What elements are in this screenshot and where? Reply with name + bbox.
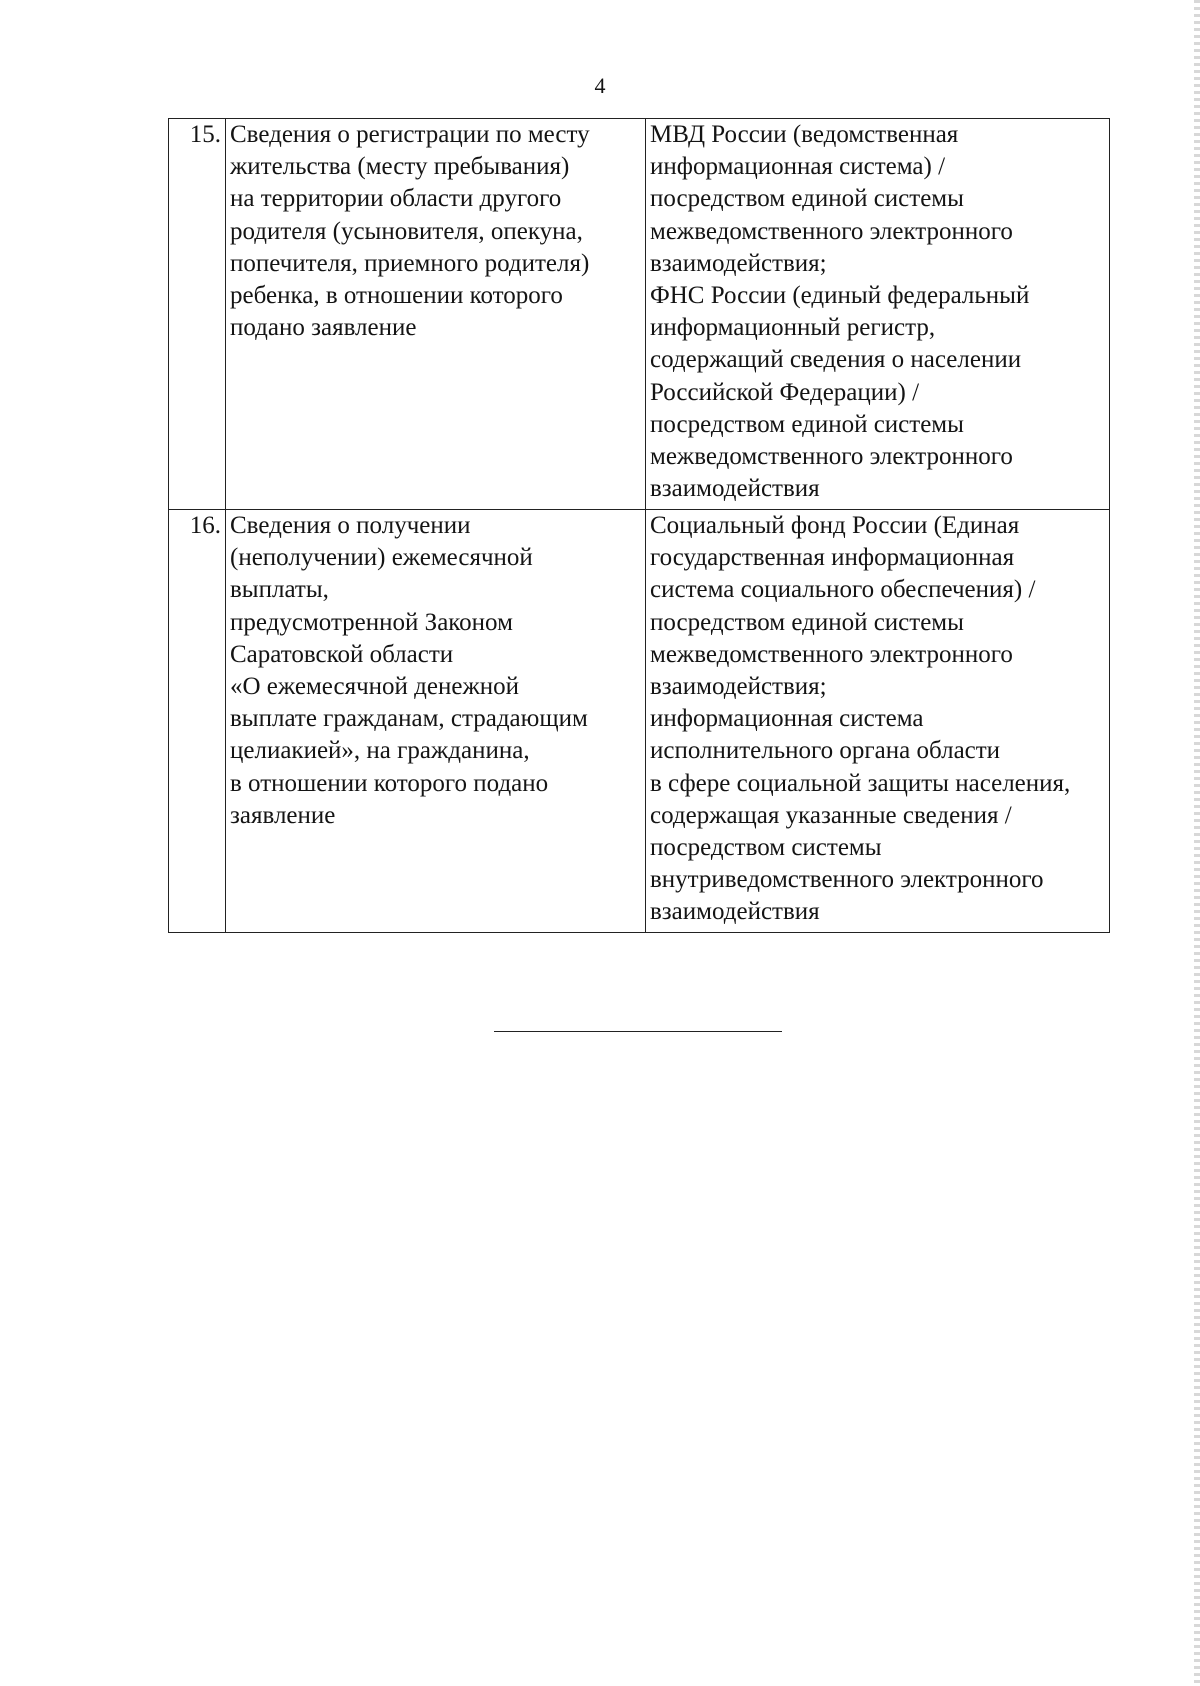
page-number: 4 — [594, 73, 606, 98]
row-number: 16. — [169, 510, 226, 933]
row-info: Сведения о получении (неполучении) ежемесячной выплаты, предусмотренной Законом Саратовской области «О ежемесячной денежной выплате гражданам, страдающим целиакией», на гражданина, в отношении которого подано заявление — [226, 510, 646, 933]
table-row — [169, 119, 1110, 510]
row-info: Сведения о регистрации по месту жительства (месту пребывания) на территории области другого родителя (усыновителя, опекуна, попечителя, приемного родителя) ребенка, в отношении которого подано заявление — [226, 119, 646, 510]
scan-edge-mark — [1194, 0, 1200, 1686]
document-table — [168, 118, 1110, 933]
row-number: 15. — [169, 119, 226, 510]
row-source: Социальный фонд России (Единая государственная информационная система социального обеспечения) / посредством единой системы межведомственного электронного взаимодействия; информационная система исполнительного органа области в сфере социальной защиты населения, содержащая указанные сведения / посредством системы внутриведомственного электронного взаимодействия — [646, 510, 1110, 933]
row-source: МВД России (ведомственная информационная система) / посредством единой системы межведомственного электронного взаимодействия; ФНС России (единый федеральный информационный регистр, содержащий сведения о населении Российской Федерации) / посредством единой системы межведомственного электронного взаимодействия — [646, 119, 1110, 510]
end-of-document-rule — [494, 1031, 782, 1032]
table-row — [169, 510, 1110, 933]
